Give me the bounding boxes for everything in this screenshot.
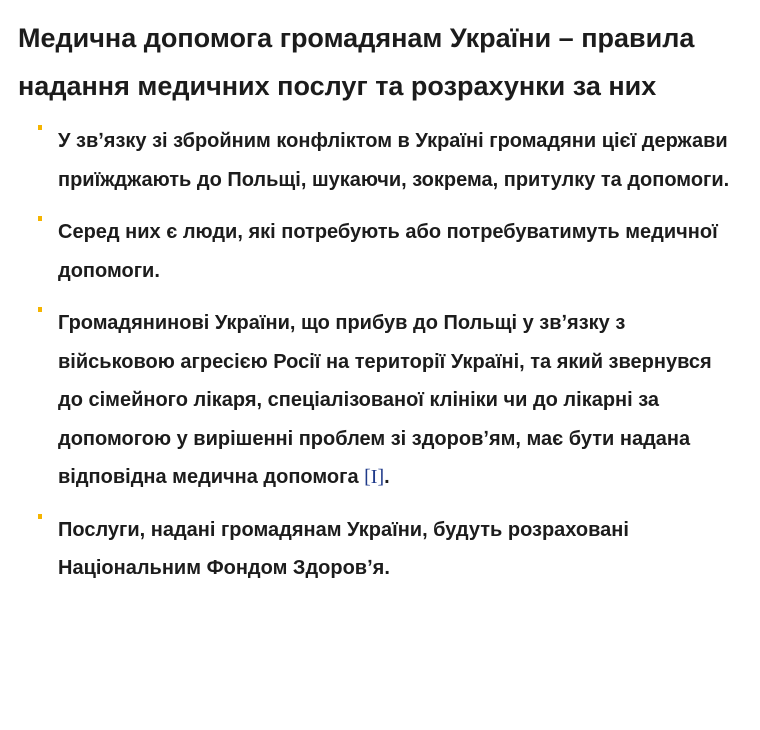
bullet-list (18, 122, 740, 588)
bullet-marker-icon (38, 307, 42, 312)
footnote-link[interactable]: [I] (364, 466, 385, 488)
bullet-text: Серед них є люди, які потребують або потребуватимуть медичної допомоги. (58, 221, 718, 282)
list-item (18, 304, 740, 497)
bullet-text: Громадянинові України, що прибув до Польщі у звʼязку з військовою агресією Росії на території Україні, та який звернувся до сімейного лікаря, спеціалізованої клініки чи до лікарні за допомогою у вирішенні проблем зі здоровʼям, має бути надана відповідна медична допомога (58, 312, 712, 488)
list-item (18, 122, 740, 199)
bullet-text: У звʼязку зі збройним конфліктом в Україні громадяни цієї держави приїжджають до Польщі, шукаючи, зокрема, притулку та допомоги. (58, 130, 730, 191)
bullet-marker-icon (38, 216, 42, 221)
bullet-text-end: . (384, 466, 390, 488)
list-item (18, 213, 740, 290)
page-title: Медична допомога громадянам України – правила надання медичних послуг та розрахунки за них (18, 23, 695, 101)
bullet-marker-icon (38, 514, 42, 519)
bullet-marker-icon (38, 125, 42, 130)
list-item (18, 511, 740, 588)
bullet-text: Послуги, надані громадянам України, будуть розраховані Національним Фондом Здоровʼя. (58, 518, 629, 579)
